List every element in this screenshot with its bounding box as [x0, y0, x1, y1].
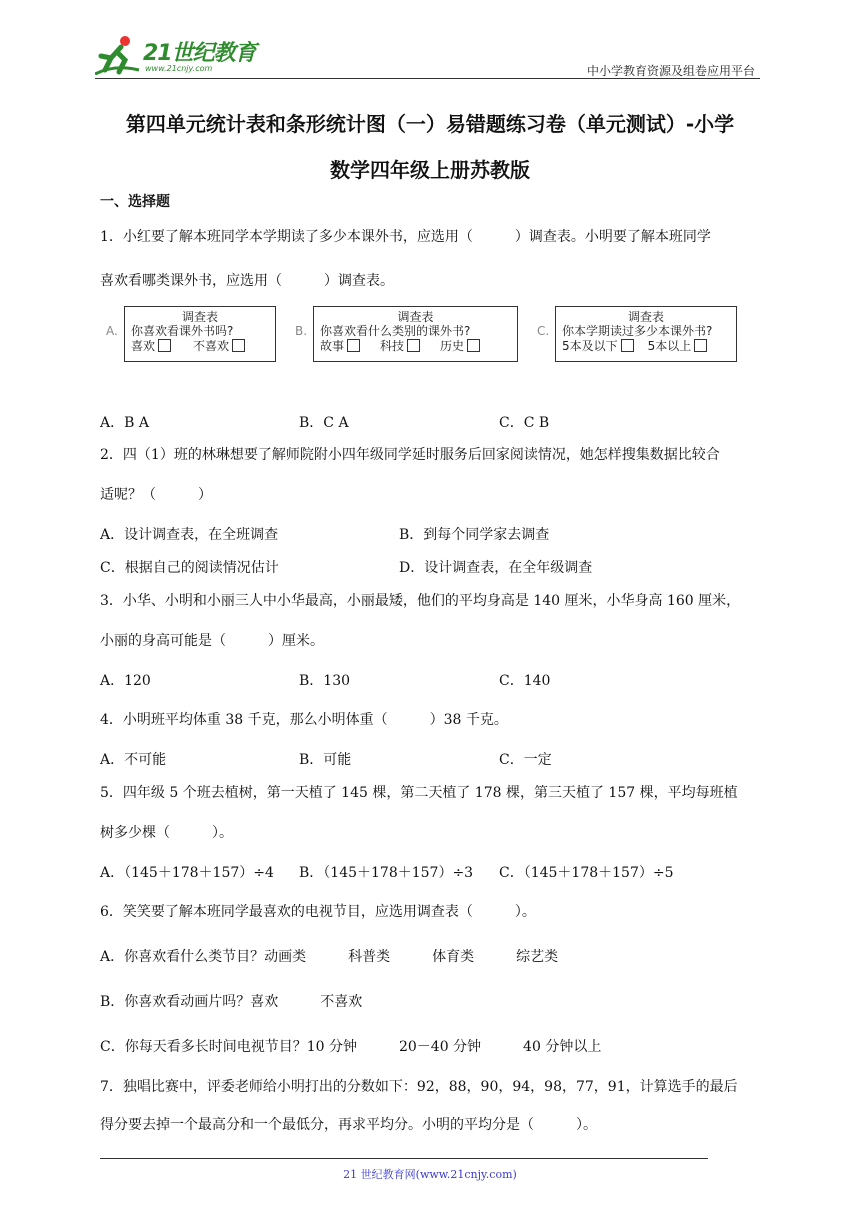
survey-b-options — [314, 338, 517, 354]
survey-b-question: 你喜欢看什么类别的课外书? — [320, 324, 471, 338]
q1-text-line2: 喜欢看哪类课外书，应选用（ ）调查表。 — [100, 273, 394, 289]
survey-a-option: 喜欢 — [131, 339, 156, 353]
q5-option-c[interactable]: C．（145＋178＋157）÷5 — [499, 865, 674, 881]
runner-icon — [95, 34, 141, 76]
survey-b-option: 故事 — [320, 339, 345, 353]
q5-text-line1: 5．四年级 5 个班去植树，第一天植了 145 棵，第二天植了 178 棵，第三天植了 157 棵，平均每班植 — [100, 785, 738, 801]
survey-c-question: 你本学期读过多少本课外书? — [562, 324, 713, 338]
survey-a-title: 调查表 — [181, 310, 218, 324]
survey-b-option: 科技 — [380, 339, 405, 353]
survey-c-title: 调查表 — [627, 310, 664, 324]
q3-text-line1: 3．小华、小明和小丽三人中小华最高，小丽最矮，他们的平均身高是 140 厘米，小华身高 160 厘米， — [100, 593, 741, 609]
q1-option-c[interactable]: C．C B — [499, 415, 550, 431]
q2-text-line2: 适呢？（ ） — [100, 487, 212, 503]
survey-a-options — [125, 338, 275, 354]
checkbox-icon — [467, 339, 480, 352]
survey-a-question: 你喜欢看课外书吗? — [131, 324, 234, 338]
logo — [95, 34, 265, 80]
survey-a-letter: A. — [106, 324, 118, 338]
survey-c-options — [556, 338, 736, 354]
survey-c — [537, 306, 735, 362]
q2-text-line1: 2．四（1）班的林琳想要了解师院附小四年级同学延时服务后回家阅读情况，她怎样搜集数据比较合 — [100, 447, 720, 463]
checkbox-icon — [407, 339, 420, 352]
footer-divider — [100, 1158, 708, 1159]
page-title-line1: 第四单元统计表和条形统计图（一）易错题练习卷（单元测试）-小学 — [125, 112, 735, 136]
q6-option-b[interactable]: B．你喜欢看动画片吗？喜欢 不喜欢 — [100, 994, 363, 1010]
footer-text[interactable]: 21 世纪教育网(www.21cnjy.com) — [343, 1168, 517, 1181]
q7-text-line2: 得分要去掉一个最高分和一个最低分，再求平均分。小明的平均分是（ ）。 — [100, 1117, 597, 1133]
q6-option-a[interactable]: A．你喜欢看什么类节目？动画类 科普类 体育类 综艺类 — [100, 949, 559, 965]
q3-text-line2: 小丽的身高可能是（ ）厘米。 — [100, 633, 324, 649]
q2-option-c[interactable]: C．根据自己的阅读情况估计 — [100, 560, 279, 576]
q1-option-b[interactable]: B．C A — [299, 415, 349, 431]
checkbox-icon — [347, 339, 360, 352]
q5-option-a[interactable]: A．（145＋178＋157）÷4 — [100, 865, 274, 881]
checkbox-icon — [621, 339, 634, 352]
q5-option-b[interactable]: B．（145＋178＋157）÷3 — [299, 865, 474, 881]
q6-option-c[interactable]: C．你每天看多长时间电视节目？10 分钟 20－40 分钟 40 分钟以上 — [100, 1039, 602, 1055]
q3-option-b[interactable]: B．130 — [299, 673, 351, 689]
q2-option-a[interactable]: A．设计调查表，在全班调查 — [100, 527, 279, 543]
checkbox-icon — [694, 339, 707, 352]
platform-name: 中小学教育资源及组卷应用平台 — [586, 64, 755, 78]
q4-text-line1: 4．小明班平均体重 38 千克，那么小明体重（ ）38 千克。 — [100, 712, 508, 728]
survey-b-option: 历史 — [440, 339, 465, 353]
survey-c-letter: C. — [537, 324, 550, 338]
q5-text-line2: 树多少棵（ ）。 — [100, 825, 233, 841]
q4-option-c[interactable]: C．一定 — [499, 752, 552, 768]
q3-option-a[interactable]: A．120 — [100, 673, 151, 689]
q1-text-line1: 1．小红要了解本班同学本学期读了多少本课外书，应选用（ ）调查表。小明要了解本班同学 — [100, 229, 711, 245]
survey-b-letter: B. — [295, 324, 308, 338]
checkbox-icon — [232, 339, 245, 352]
page-title-line2: 数学四年级上册苏教版 — [330, 158, 530, 182]
survey-c-table — [555, 306, 737, 362]
q6-text-line1: 6．笑笑要了解本班同学最喜欢的电视节目，应选用调查表（ ）。 — [100, 904, 536, 920]
header-divider — [95, 78, 760, 79]
q3-option-c[interactable]: C．140 — [499, 673, 551, 689]
survey-a-option: 不喜欢 — [193, 339, 230, 353]
q4-option-b[interactable]: B．可能 — [299, 752, 352, 768]
q2-option-b[interactable]: B．到每个同学家去调查 — [399, 527, 550, 543]
checkbox-icon — [158, 339, 171, 352]
q7-text-line1: 7．独唱比赛中，评委老师给小明打出的分数如下：92，88，90，94，98，77，91，计算选手的最后 — [100, 1079, 738, 1095]
survey-b-title: 调查表 — [397, 310, 434, 324]
survey-c-option: 5本以上 — [647, 339, 692, 353]
section-heading: 一、选择题 — [100, 194, 170, 210]
q2-option-d[interactable]: D．设计调查表，在全年级调查 — [399, 560, 593, 576]
survey-a — [106, 306, 274, 362]
q1-option-a[interactable]: A．B A — [100, 415, 149, 431]
logo-text: 21世纪教育 — [143, 41, 256, 66]
survey-a-table — [124, 306, 276, 362]
logo-url: www.21cnjy.com — [145, 64, 213, 73]
survey-b-table — [313, 306, 518, 362]
q4-option-a[interactable]: A．不可能 — [100, 752, 167, 768]
survey-c-option: 5本及以下 — [562, 339, 618, 353]
survey-b — [295, 306, 516, 362]
page-header — [95, 34, 760, 80]
